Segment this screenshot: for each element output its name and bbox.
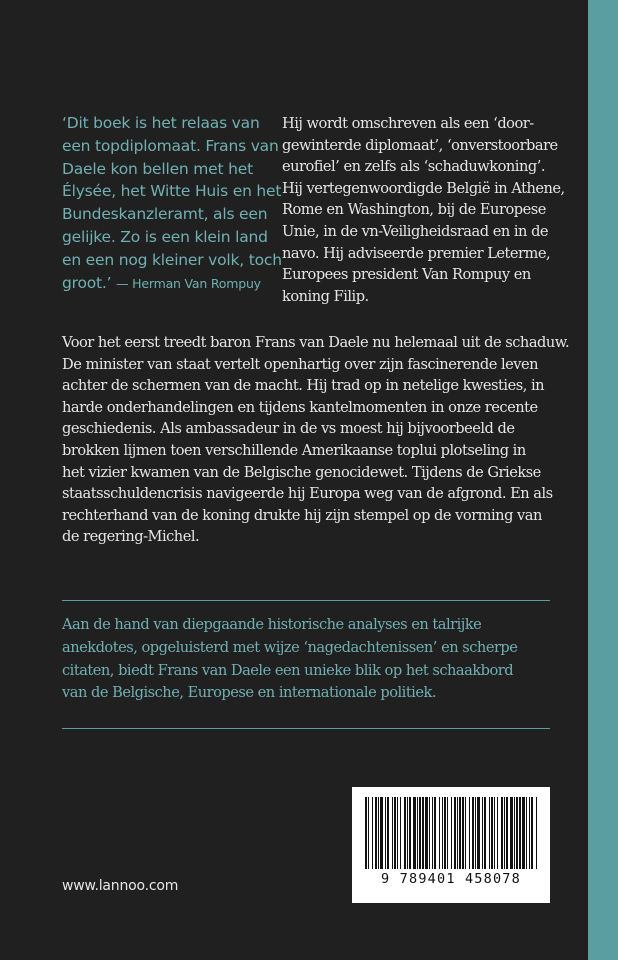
quote-line: en een nog kleiner volk, toch: [62, 250, 282, 269]
highlight-paragraph: [62, 614, 562, 705]
barcode-bar: [482, 797, 483, 869]
barcode-bar: [489, 797, 490, 869]
spine-color-band: [588, 0, 618, 960]
barcode-bar: [375, 797, 377, 869]
barcode-bar: [510, 797, 513, 869]
intro-line: Rome en Washington, bij de Europese: [282, 201, 546, 219]
highlight-line: van de Belgische, Europese en internationale politiek.: [62, 684, 436, 702]
barcode-bar: [442, 797, 443, 869]
barcode-bar: [457, 797, 458, 869]
body-line: het vizier kwamen van de Belgische genocidewet. Tijdens de Griekse: [62, 463, 541, 481]
quote-last-line: [62, 272, 267, 296]
body-line: harde onderhandelingen en tijdens kantelmomenten in onze recente: [62, 398, 538, 416]
body-line: brokken lijmen toen verschillende Amerikaanse toplui plotseling in: [62, 441, 526, 459]
intro-line: navo. Hij adviseerde premier Leterme,: [282, 244, 551, 262]
intro-line: gewinterde diplomaat’, ‘onverstoorbare: [282, 136, 558, 154]
barcode-bar: [413, 797, 416, 869]
body-line: Voor het eerst treedt baron Frans van Daele nu helemaal uit de schaduw.: [62, 334, 570, 351]
highlight-line: Aan de hand van diepgaande historische analyses en talrijke: [62, 616, 482, 633]
highlight-line: anekdotes, opgeluisterd met wijze ‘nagedachtenissen’ en scherpe: [62, 638, 518, 656]
intro-line: Hij wordt omschreven als een ‘door-: [282, 115, 534, 132]
barcode-bar: [392, 797, 393, 869]
barcode-bar: [439, 797, 440, 869]
quote-attribution: — Herman Van Rompuy: [116, 275, 261, 291]
barcode-bar: [514, 797, 515, 869]
barcode-bar: [506, 797, 508, 869]
barcode-bar: [368, 797, 369, 869]
barcode-bar: [516, 797, 518, 869]
intro-line: Hij vertegenwoordigde België in Athene,: [282, 179, 565, 197]
barcode-bar: [372, 797, 373, 869]
barcode-bar: [484, 797, 486, 869]
quote-line: ‘Dit boek is het relaas van: [62, 114, 260, 132]
barcode-bar: [469, 797, 470, 869]
barcode-bar: [425, 797, 428, 869]
bottom-divider: [62, 728, 550, 729]
barcode-bar: [526, 797, 527, 869]
barcode-bar: [432, 797, 433, 869]
barcode-bars: [365, 797, 537, 869]
barcode-bar: [497, 797, 498, 869]
barcode-bar: [365, 797, 367, 869]
quote-line: Daele kon bellen met het: [62, 159, 253, 178]
barcode-bar: [397, 797, 398, 869]
barcode-bar: [477, 797, 480, 869]
barcode-bar: [407, 797, 408, 869]
publisher-website: www.lannoo.com: [62, 878, 179, 894]
quote-line: Bundeskanzleramt, als een: [62, 205, 268, 224]
quote-line: gelijke. Zo is een klein land: [62, 227, 268, 246]
quote-line: Élysée, het Witte Huis en het: [62, 182, 282, 201]
barcode-bar: [419, 797, 421, 869]
body-paragraph: [62, 332, 570, 548]
barcode-bar: [409, 797, 411, 869]
barcode-bar: [536, 797, 537, 869]
barcode-bar: [400, 797, 401, 869]
barcode-bar: [501, 797, 503, 869]
body-line: rechterhand van de koning drukte hij zijn stempel op de vorming van: [62, 506, 542, 524]
barcode-bar: [447, 797, 448, 869]
body-line: de regering-Michel.: [62, 528, 200, 546]
barcode-bar: [531, 797, 533, 869]
barcode-bar: [404, 797, 406, 869]
barcode-bar: [394, 797, 396, 869]
intro-line: Europees president Van Rompuy en: [282, 266, 531, 284]
intro-line: eurofiel’ en zelfs als ‘schaduwkoning’.: [282, 158, 545, 176]
highlight-line: citaten, biedt Frans van Daele een unieke blik op het schaakbord: [62, 661, 514, 679]
barcode-bar: [451, 797, 452, 869]
barcode-bar: [417, 797, 418, 869]
barcode-bar: [491, 797, 493, 869]
barcode-bar: [462, 797, 464, 869]
intro-line: koning Filip.: [282, 287, 369, 305]
barcode-bar: [465, 797, 466, 869]
body-line: geschiedenis. Als ambassadeur in de vs moest hij bijvoorbeeld de: [62, 420, 515, 438]
barcode-bar: [387, 797, 389, 869]
barcode-bar: [475, 797, 476, 869]
barcode-bar: [454, 797, 456, 869]
barcode-bar: [378, 797, 379, 869]
body-line: staatsschuldencrisis navigeerde hij Europa weg van de afgrond. En als: [62, 485, 553, 503]
barcode-bar: [522, 797, 525, 869]
isbn-barcode: [352, 787, 550, 903]
barcode-bar: [429, 797, 430, 869]
barcode-bar: [529, 797, 530, 869]
quote-line: een topdiplomaat. Frans van: [62, 136, 279, 155]
body-line: De minister van staat vertelt openhartig over zijn fascinerende leven: [62, 355, 539, 373]
quote-line: groot.’: [62, 273, 112, 292]
barcode-bar: [380, 797, 383, 869]
intro-line: Unie, in de vn-Veiligheidsraad en in de: [282, 222, 549, 240]
blurb-quote: [62, 112, 282, 295]
isbn-number: 9 789401 458078: [381, 871, 521, 887]
intro-paragraph: [282, 113, 565, 307]
barcode-bar: [504, 797, 505, 869]
barcode-bar: [472, 797, 474, 869]
barcode-bar: [422, 797, 424, 869]
top-divider: [62, 600, 550, 601]
barcode-bar: [385, 797, 386, 869]
barcode-bar: [444, 797, 446, 869]
barcode-bar: [519, 797, 521, 869]
body-line: achter de schermen van de macht. Hij trad op in netelige kwesties, in: [62, 377, 545, 395]
barcode-bar: [459, 797, 461, 869]
barcode-bar: [494, 797, 495, 869]
barcode-bar: [434, 797, 436, 869]
